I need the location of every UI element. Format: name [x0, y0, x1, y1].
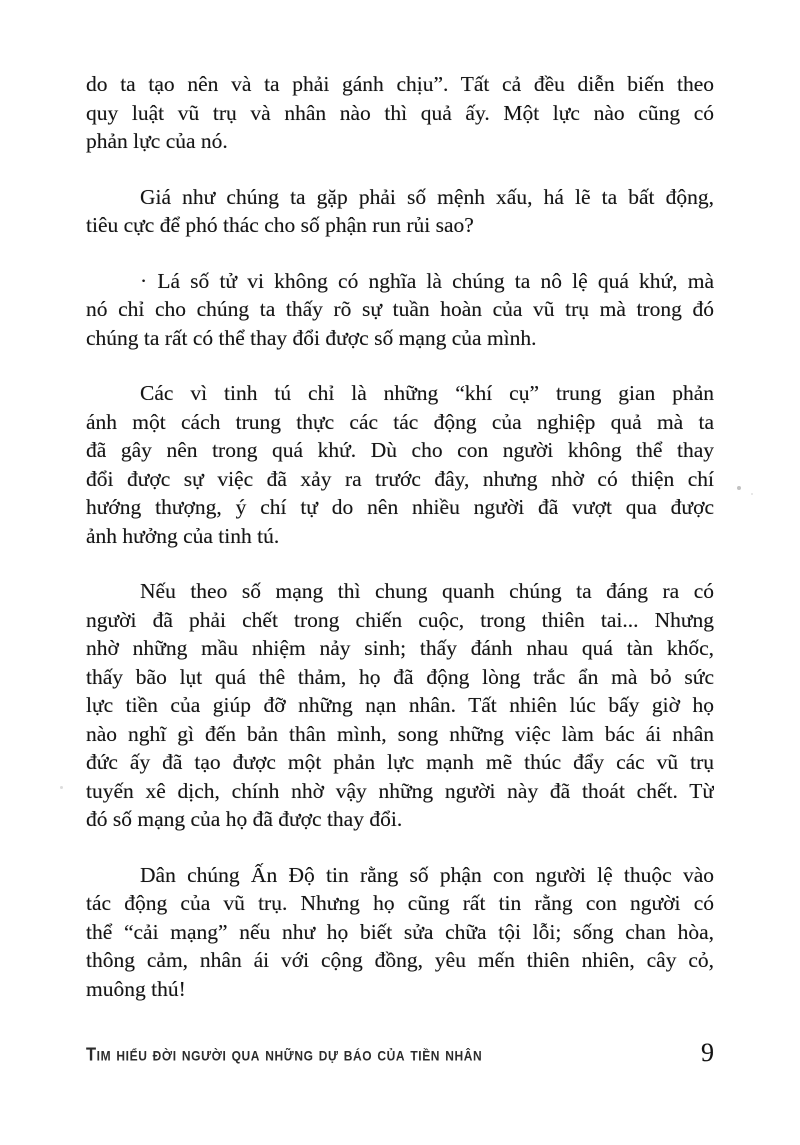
page-text	[86, 70, 714, 1030]
scan-speck	[737, 486, 741, 490]
text-line: · Lá số tử vi không có nghĩa là chúng ta nô lệ quá khứ, mà	[140, 268, 714, 293]
text-line: nào nghĩ gì đến bản thân mình, song những việc làm bác ái nhân	[86, 721, 714, 746]
text-line: hướng thượng, ý chí tự do nên nhiều người đã vượt qua được	[86, 495, 714, 519]
paragraph	[86, 861, 714, 1004]
text-line: đổi được sự việc đã xảy ra trước đây, nhưng nhờ có thiện chí	[86, 466, 714, 491]
text-line: tiêu cực để phó thác cho số phận run rủi sao?	[86, 213, 474, 237]
text-line: đã gây nên trong quá khứ. Dù cho con người không thể thay	[86, 438, 714, 462]
text-line: thấy bão lụt quá thê thảm, họ đã động lòng trắc ẩn mà bỏ sức	[86, 664, 714, 689]
text-line: Nếu theo số mạng thì chung quanh chúng ta đáng ra có	[140, 579, 714, 603]
text-line: đó số mạng của họ đã được thay đổi.	[86, 807, 403, 831]
text-line: Giá như chúng ta gặp phải số mệnh xấu, há lẽ ta bất động,	[140, 184, 714, 209]
text-line: Dân chúng Ấn Độ tin rằng số phận con người lệ thuộc vào	[140, 862, 714, 887]
paragraph	[86, 379, 714, 550]
text-line: người đã phải chết trong chiến cuộc, trong thiên tai... Nhưng	[86, 607, 714, 632]
text-line: phản lực của nó.	[86, 129, 228, 153]
text-line: do ta tạo nên và ta phải gánh chịu”. Tất cả đều diễn biến theo	[86, 72, 714, 96]
text-line: ảnh hưởng của tinh tú.	[86, 523, 280, 548]
paragraph	[86, 267, 714, 353]
text-line: tác động của vũ trụ. Nhưng họ cũng rất tin rằng con người có	[86, 891, 714, 915]
text-line: thông cảm, nhân ái với cộng đồng, yêu mến thiên nhiên, cây cỏ,	[86, 948, 714, 972]
text-line: tuyến xê dịch, chính nhờ vậy những người này đã thoát chết. Từ	[86, 778, 714, 803]
text-line: Các vì tinh tú chỉ là những “khí cụ” trung gian phản	[140, 381, 714, 405]
paragraph	[86, 70, 714, 156]
page-footer	[86, 1038, 714, 1068]
text-line: nhờ những mầu nhiệm nảy sinh; thấy đánh nhau quá tàn khốc,	[86, 636, 714, 660]
text-line: nó chỉ cho chúng ta thấy rõ sự tuần hoàn của vũ trụ mà trong đó	[86, 297, 714, 321]
paragraph	[86, 183, 714, 240]
text-line: muông thú!	[86, 976, 186, 1001]
scan-speck	[751, 493, 753, 495]
text-line: lực tiền của giúp đỡ những nạn nhân. Tất nhiên lúc bấy giờ họ	[86, 693, 714, 717]
footer-running-title: Tim hiểu đời người qua những dự báo của tiền nhân	[86, 1044, 483, 1065]
paragraph	[86, 577, 714, 834]
text-line: ánh một cách trung thực các tác động của nghiệp quả mà ta	[86, 409, 714, 434]
page-number: 9	[701, 1038, 714, 1067]
text-line: quy luật vũ trụ và nhân nào thì quả ấy. Một lực nào cũng có	[86, 100, 714, 125]
text-line: đức ấy đã tạo được một phản lực mạnh mẽ thúc đẩy các vũ trụ	[86, 750, 714, 774]
scan-speck	[60, 786, 63, 789]
text-line: thể “cải mạng” nếu như họ biết sửa chữa tội lỗi; sống chan hòa,	[86, 919, 714, 944]
text-line: chúng ta rất có thể thay đổi được số mạng của mình.	[86, 325, 537, 350]
